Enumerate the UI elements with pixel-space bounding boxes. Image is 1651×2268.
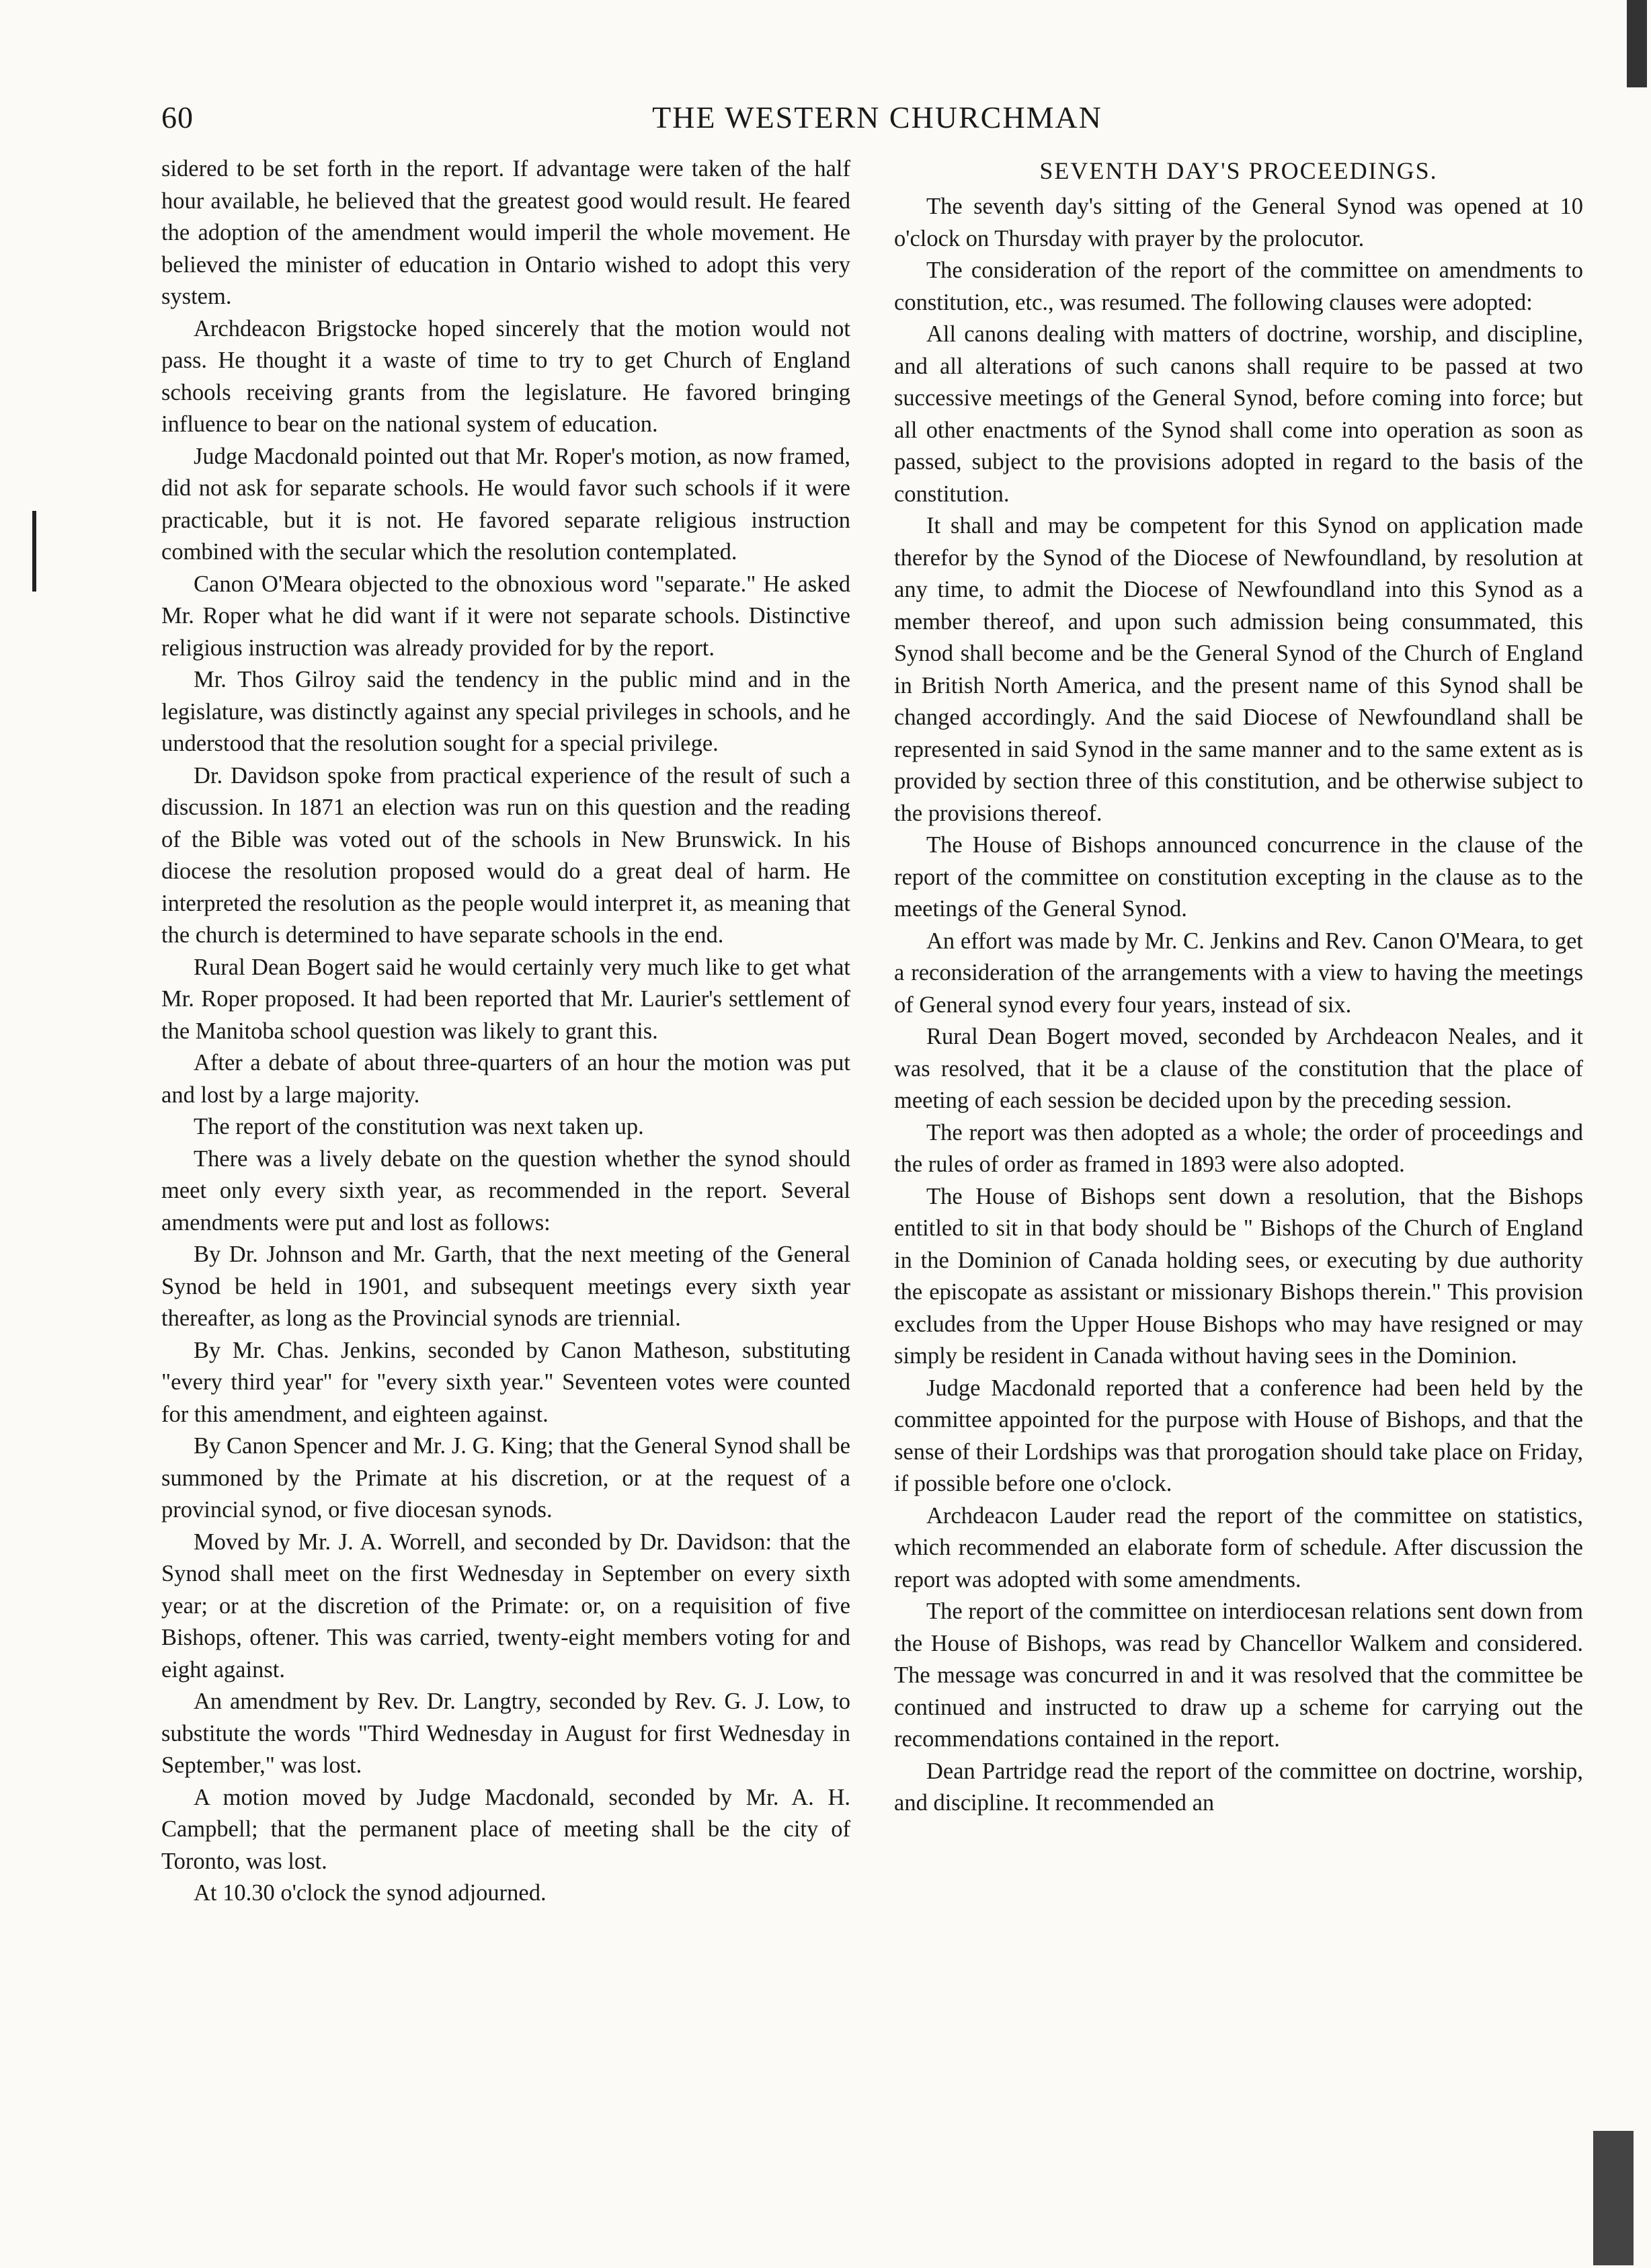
scan-edge-mark-right-bottom — [1593, 2131, 1634, 2265]
paragraph: The seventh day's sitting of the General Synod was opened at 10 o'clock on Thursday with prayer by the prolocutor. — [894, 194, 1583, 251]
paragraph: The report of the constitution was next taken up. — [194, 1114, 644, 1139]
paragraph: By Dr. Johnson and Mr. Garth, that the next meeting of the General Synod be held in 1901, and subsequent meetings every sixth year thereafter, as long as the Provincial synods are triennial. — [161, 1242, 850, 1331]
paragraph: A motion moved by Judge Macdonald, seconded by Mr. A. H. Campbell; that the permanent place of meeting shall be the city of Toronto, was lost. — [161, 1784, 850, 1874]
scan-edge-mark-left — [32, 511, 36, 592]
paragraph: The report of the committee on interdiocesan relations sent down from the House of Bishops, was read by Chancellor Walkem and considered. The message was concurred in and it was resolved that the committee be continued and instructed to draw up a scheme for carrying out the recommendations contained in the report. — [894, 1598, 1583, 1752]
left-column — [161, 153, 850, 1910]
paragraph: sidered to be set forth in the report. If advantage were taken of the half hour available, he believed that the greatest good would result. He feared the adoption of the amendment would imperil the whole movement. He believed the minister of education in Ontario wished to adopt this very system. — [161, 156, 850, 309]
paragraph: The report was then adopted as a whole; the order of proceedings and the rules of order as framed in 1893 were also adopted. — [894, 1119, 1583, 1177]
paragraph: There was a lively debate on the question whether the synod should meet only every sixth year, as recommended in the report. Several amendments were put and lost as follows: — [161, 1145, 850, 1236]
paragraph: Rural Dean Bogert said he would certainly very much like to get what Mr. Roper proposed. It had been reported that Mr. Laurier's settlement of the Manitoba school question was likely to grant this. — [161, 954, 850, 1044]
section-heading: SEVENTH DAY'S PROCEEDINGS. — [1039, 157, 1438, 184]
paragraph: Archdeacon Brigstocke hoped sincerely that the motion would not pass. He thought it a waste of time to try to get Church of England schools receiving grants from the legislature. He favored bringing influence to bear on the national system of education. — [161, 315, 850, 437]
paragraph: The House of Bishops sent down a resolution, that the Bishops entitled to sit in that body should be " Bishops of the Church of England in the Dominion of Canada holding sees, or executing by due authority the episcopate as assistant or missionary Bishops therein." This provision excludes from the Upper House Bishops who may have resigned or may simply be resident in Canada without having sees in the Dominion. — [894, 1183, 1583, 1369]
paragraph: All canons dealing with matters of doctrine, worship, and discipline, and all alterations of such canons shall require to be passed at two successive meetings of the General Synod, before coming into force; but all other enactments of the Synod shall come into operation as soon as passed, subject to the provisions adopted in regard to the basis of the constitution. — [894, 321, 1583, 507]
paragraph: By Mr. Chas. Jenkins, seconded by Canon Matheson, substituting "every third year" for "every sixth year." Seventeen votes were counted for this amendment, and eighteen against. — [161, 1337, 850, 1427]
paragraph: Archdeacon Lauder read the report of the committee on statistics, which recommended an elaborate form of schedule. After discussion the report was adopted with some amendments. — [894, 1502, 1583, 1592]
running-title: THE WESTERN CHURCHMAN — [652, 100, 1102, 134]
paragraph: After a debate of about three-quarters of an hour the motion was put and lost by a large majority. — [161, 1050, 850, 1108]
paragraph: Dr. Davidson spoke from practical experience of the result of such a discussion. In 1871 an election was run on this question and the reading of the Bible was voted out of the schools in New Brunswick. In his diocese the resolution proposed would do a great deal of harm. He interpreted the resolution as the people would interpret it, as meaning that the church is determined to have separate schools in the end. — [161, 762, 850, 948]
paragraph: Mr. Thos Gilroy said the tendency in the public mind and in the legislature, was distinctly against any special privileges in schools, and he understood that the resolution sought for a special privilege. — [161, 667, 850, 756]
scan-edge-mark-right-top — [1627, 0, 1647, 87]
paragraph: Dean Partridge read the report of the committee on doctrine, worship, and discipline. It recommended an — [894, 1758, 1583, 1816]
paragraph: An amendment by Rev. Dr. Langtry, seconded by Rev. G. J. Low, to substitute the words "Third Wednesday in August for first Wednesday in September," was lost. — [161, 1689, 850, 1778]
page-number: 60 — [161, 100, 194, 134]
paragraph: Moved by Mr. J. A. Worrell, and seconded by Dr. Davidson: that the Synod shall meet on the first Wednesday in September on every sixth year; or at the discretion of the Primate: or, on a requisition of five Bishops, oftener. This was carried, twenty-eight members voting for and eight against. — [161, 1529, 850, 1683]
paragraph: By Canon Spencer and Mr. J. G. King; that the General Synod shall be summoned by the Primate at his discretion, or at the request of a provincial synod, or five diocesan synods. — [161, 1433, 850, 1523]
paragraph: The House of Bishops announced concurrence in the clause of the report of the committee on constitution excepting in the clause as to the meetings of the General Synod. — [894, 832, 1583, 922]
paragraph: An effort was made by Mr. C. Jenkins and Rev. Canon O'Meara, to get a reconsideration of the arrangements with a view to having the meetings of General synod every four years, instead of six. — [894, 928, 1583, 1018]
paragraph: Judge Macdonald pointed out that Mr. Roper's motion, as now framed, did not ask for separate schools. He would favor such schools if it were practicable, but it is not. He favored separate religious instruction combined with the secular which the resolution contemplated. — [161, 443, 850, 565]
page-header — [161, 99, 1593, 140]
paragraph: At 10.30 o'clock the synod adjourned. — [194, 1880, 547, 1906]
right-column — [894, 153, 1583, 1820]
paragraph: Rural Dean Bogert moved, seconded by Archdeacon Neales, and it was resolved, that it be a clause of the constitution that the place of meeting of each session be decided upon by the preceding session. — [894, 1024, 1583, 1113]
paragraph: Judge Macdonald reported that a conference had been held by the committee appointed for the purpose with House of Bishops, and that the sense of their Lordships was that prorogation should take place on Friday, if possible before one o'clock. — [894, 1375, 1583, 1496]
paragraph: Canon O'Meara objected to the obnoxious word "separate." He asked Mr. Roper what he did want if it were not separate schools. Distinctive religious instruction was already provided for by the report. — [161, 571, 850, 661]
paragraph: The consideration of the report of the committee on amendments to constitution, etc., was resumed. The following clauses were adopted: — [894, 257, 1583, 315]
paragraph: It shall and may be competent for this Synod on application made therefor by the Synod of the Diocese of Newfoundland, by resolution at any time, to admit the Diocese of Newfoundland into this Synod as a member thereof, and upon such admission being consummated, this Synod shall become and be the General Synod of the Church of England in British North America, and the present name of this Synod shall be changed accordingly. And the said Diocese of Newfoundland shall be represented in said Synod in the same manner and to the same extent as is provided by section three of this constitution, and be otherwise subject to the provisions thereof. — [894, 513, 1583, 826]
